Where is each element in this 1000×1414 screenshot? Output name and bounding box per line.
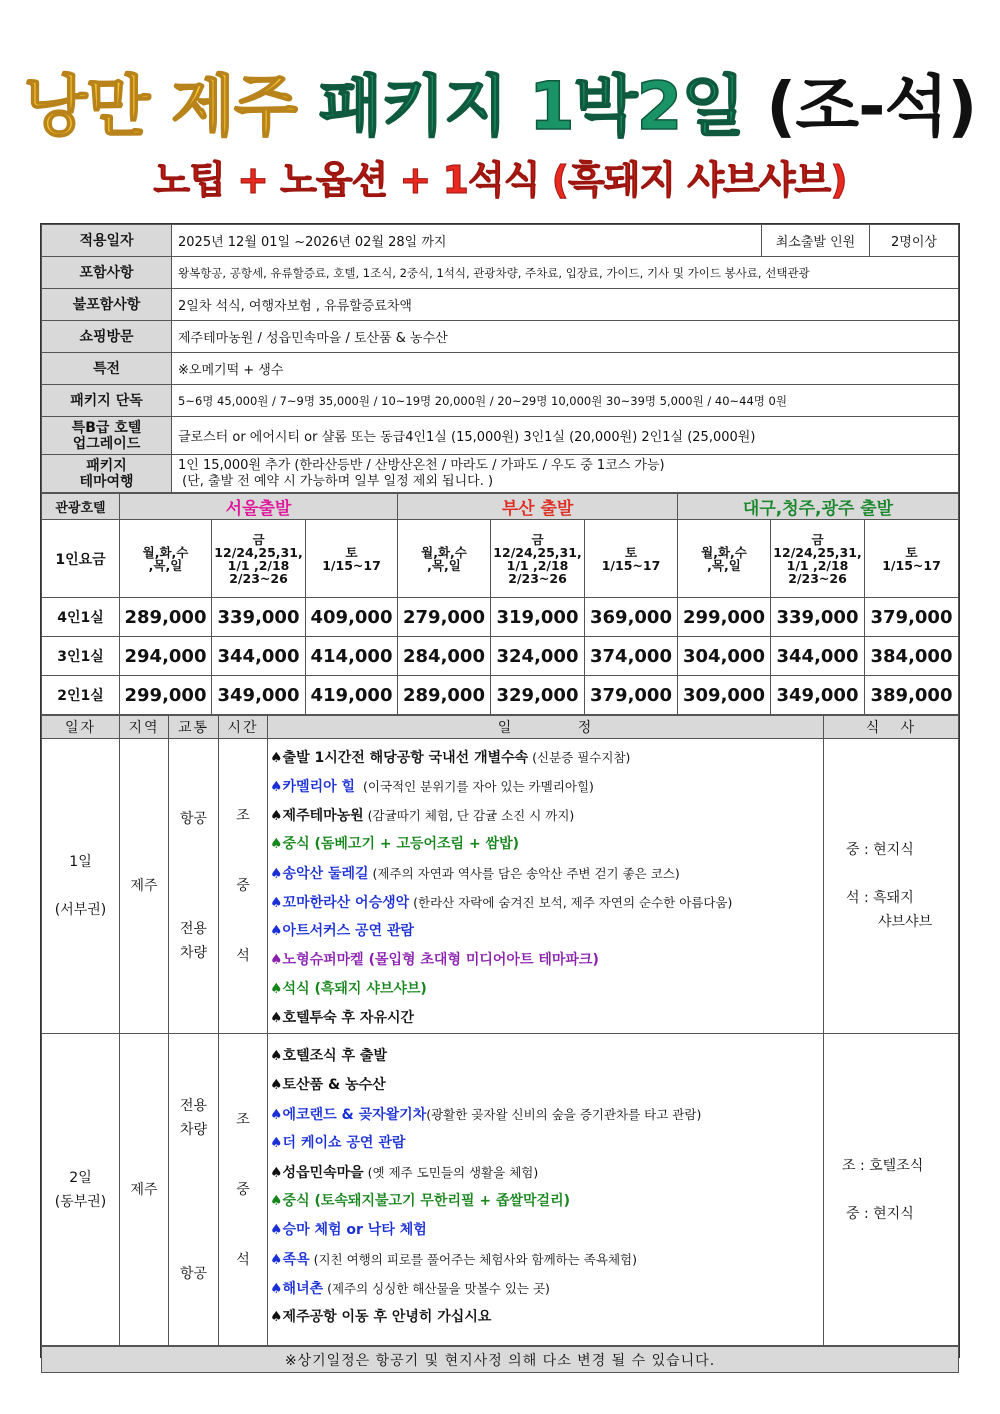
region-seoul: 서울출발: [120, 494, 398, 520]
price-row: [42, 676, 959, 715]
price-cell: 294,000: [120, 637, 212, 676]
include-value: 왕복항공, 공항세, 유류할증료, 호텔, 1조식, 2중식, 1석식, 관광차량, 주차료, 입장료, 가이드, 기사 및 가이드 봉사료, 선택관광: [172, 257, 959, 289]
info-row-include: [42, 257, 959, 289]
shopping-label: 쇼핑방문: [42, 321, 172, 353]
theme-value-line-2: (단, 출발 전 예약 시 가능하며 일부 일정 제외 됩니다. ): [178, 473, 494, 489]
price-cell: 324,000: [491, 637, 585, 676]
price-cell: 319,000: [491, 598, 585, 637]
info-row-bonus: [42, 353, 959, 385]
itinerary-item: ♠중식 (토속돼지불고기 무한리필 + 좁쌀막걸리): [270, 1193, 571, 1209]
itinerary-item: ♠제주공항 이동 후 안녕히 가십시요: [270, 1309, 492, 1325]
price-cell: 329,000: [491, 676, 585, 715]
price-table: [41, 493, 959, 715]
price-cell: 344,000: [771, 637, 865, 676]
price-cell: 409,000: [306, 598, 398, 637]
price-cell: 419,000: [306, 676, 398, 715]
itinerary-item: ♠더 케이쇼 공연 관람: [270, 1135, 406, 1151]
include-label: 포함사항: [42, 257, 172, 289]
meal-lunch: 중 : 현지식: [846, 1205, 914, 1222]
itinerary-item: ♠호텔조식 후 출발: [270, 1048, 387, 1064]
itinerary-item: ♠해녀촌 (제주의 싱싱한 해산물을 맛볼수 있는 곳): [270, 1281, 550, 1297]
room-type-label: 3인1실: [42, 637, 120, 676]
period-label: 적용일자: [42, 225, 172, 257]
info-row-upgrade: [42, 417, 959, 455]
package-sheet: [40, 223, 960, 1369]
meal-dinner-detail: 샤브샤브: [878, 914, 933, 930]
itinerary-item: ♠족욕 (지친 여행의 피로를 풀어주는 체험사와 함께하는 족욕체험): [270, 1252, 637, 1268]
header-transport: 교통: [169, 716, 219, 739]
itinerary-item: ♠토산품 & 농수산: [270, 1077, 386, 1093]
time-dinner: 석: [236, 948, 250, 964]
region-cell: 제주: [120, 1034, 169, 1346]
day-row-1: [42, 739, 959, 1034]
region-cell: 제주: [120, 739, 169, 1034]
price-cell: 299,000: [678, 598, 771, 637]
header-meal: 식 사: [824, 716, 959, 739]
hotel-label: 관광호텔: [42, 494, 120, 520]
page-title: [0, 62, 1000, 152]
itinerary-item: ♠카멜리아 힐 (이국적인 분위기를 자아 있는 카멜리아힐): [270, 779, 594, 795]
transport-car-2: 차량: [179, 1121, 208, 1138]
col-weekday: 월,화,수 ,목,일: [120, 520, 212, 598]
meal-cell: [824, 1034, 959, 1346]
itinerary-item: ♠출발 1시간전 해당공항 국내선 개별수속 (신분증 필수지참): [270, 750, 631, 766]
price-cell: 309,000: [678, 676, 771, 715]
itinerary-item: ♠중식 (돔베고기 + 고등어조림 + 쌈밥): [270, 836, 519, 852]
itinerary-item: ♠노형슈퍼마켙 (몰입형 초대형 미디어아트 테마파크): [270, 952, 599, 968]
price-cell: 369,000: [585, 598, 678, 637]
price-cell: 304,000: [678, 637, 771, 676]
title-part-1: 낭만 제주: [23, 68, 297, 145]
col-saturday: 토 1/15~17: [865, 520, 959, 598]
min-label: 최소출발 인원: [762, 225, 870, 257]
price-cell: 284,000: [398, 637, 491, 676]
transport-air: 항공: [179, 1265, 208, 1282]
price-cell: 289,000: [120, 598, 212, 637]
transport-car-2: 차량: [179, 945, 208, 961]
transport-car-1: 전용: [179, 1097, 208, 1114]
itinerary-item: ♠승마 체험 or 낙타 체험: [270, 1222, 427, 1238]
upgrade-label-line-1: 특B급 호텔: [71, 419, 142, 436]
exclude-label: 불포함사항: [42, 289, 172, 321]
title-part-2: 패키지 1박2일: [318, 68, 745, 145]
area-note: (서부권): [54, 902, 107, 918]
col-friday: 금 12/24,25,31, 1/1 ,2/18 2/23~26: [771, 520, 865, 598]
room-type-label: 2인1실: [42, 676, 120, 715]
price-day-row: [42, 520, 959, 598]
price-row: [42, 598, 959, 637]
day-1-cell: [42, 739, 120, 1034]
time-cell: [219, 739, 268, 1034]
col-friday: 금 12/24,25,31, 1/1 ,2/18 2/23~26: [212, 520, 306, 598]
per-person-label: 1인요금: [42, 520, 120, 598]
itinerary-item: ♠에코랜드 & 곶자왈기차(광활한 곶자왈 신비의 숲을 증기관차를 타고 관람): [270, 1107, 702, 1123]
bonus-value: ※오메기떡 + 생수: [172, 353, 959, 385]
day-row-2: [42, 1034, 959, 1346]
theme-label-line-1: 패키지: [86, 457, 127, 474]
price-cell: 349,000: [212, 676, 306, 715]
price-cell: 339,000: [212, 598, 306, 637]
header-date: 일자: [42, 716, 120, 739]
theme-value: [172, 455, 959, 493]
itinerary-item: ♠제주테마농원 (감귤따기 체험, 단 감귤 소진 시 까지): [270, 808, 575, 824]
col-friday: 금 12/24,25,31, 1/1 ,2/18 2/23~26: [491, 520, 585, 598]
region-daegu: 대구,청주,광주 출발: [678, 494, 959, 520]
schedule-table: [41, 715, 959, 1346]
header-itinerary: 일 정: [268, 716, 824, 739]
time-dinner: 석: [236, 1251, 250, 1268]
meal-breakfast: 조 : 호텔조식: [842, 1157, 924, 1174]
exclude-value: 2일차 석식, 여행자보험 , 유류할증료차액: [172, 289, 959, 321]
time-lunch: 중: [236, 1181, 250, 1198]
price-cell: 379,000: [865, 598, 959, 637]
info-row-theme: [42, 455, 959, 493]
info-table: [41, 224, 959, 493]
bonus-label: 특전: [42, 353, 172, 385]
transport-cell: [169, 739, 219, 1034]
meal-dinner: 석 : 흑돼지: [846, 890, 914, 906]
schedule-header-row: [42, 716, 959, 739]
meal-cell: [824, 739, 959, 1034]
transport-car-1: 전용: [179, 921, 208, 937]
itinerary-cell: [268, 1034, 824, 1346]
col-weekday: 월,화,수 ,목,일: [678, 520, 771, 598]
time-breakfast: 조: [236, 1111, 250, 1128]
shopping-value: 제주테마농원 / 성읍민속마을 / 토산품 & 농수산: [172, 321, 959, 353]
header-region: 지역: [120, 716, 169, 739]
price-cell: 374,000: [585, 637, 678, 676]
min-value: 2명이상: [870, 225, 959, 257]
itinerary-item: ♠아트서커스 공연 관람: [270, 923, 415, 939]
info-row-exclude: [42, 289, 959, 321]
info-row-period: [42, 225, 959, 257]
room-type-label: 4인1실: [42, 598, 120, 637]
day-2-cell: [42, 1034, 120, 1346]
single-value: 5~6명 45,000원 / 7~9명 35,000원 / 10~19명 20,000원 / 20~29명 10,000원 30~39명 5,000원 / 40~44명 0원: [172, 385, 959, 417]
itinerary-cell: [268, 739, 824, 1034]
itinerary-item: ♠석식 (흑돼지 샤브샤브): [270, 981, 427, 997]
itinerary-item: ♠송악산 둘레길 (제주의 자연과 역사를 담은 송악산 주변 걷기 좋은 코스): [270, 866, 680, 882]
transport-cell: [169, 1034, 219, 1346]
time-lunch: 중: [236, 878, 250, 894]
day-label: 2일: [69, 1169, 92, 1186]
itinerary-item: ♠호텔투숙 후 자유시간: [270, 1010, 415, 1026]
price-cell: 349,000: [771, 676, 865, 715]
price-cell: 344,000: [212, 637, 306, 676]
price-row: [42, 637, 959, 676]
theme-label-line-2: 테마여행: [79, 473, 134, 490]
transport-air: 항공: [179, 811, 208, 827]
page-subtitle: 노팁 + 노옵션 + 1석식 (흑돼지 샤브샤브): [153, 158, 847, 202]
period-value: 2025년 12월 01일 ~2026년 02월 28일 까지: [172, 225, 762, 257]
upgrade-value: 글로스터 or 에어시티 or 샬롬 또는 동급4인1실 (15,000원) 3인1실 (20,000원) 2인1실 (25,000원): [172, 417, 959, 455]
info-row-single: [42, 385, 959, 417]
itinerary-item: ♠성읍민속마을 (옛 제주 도민들의 생활을 체험): [270, 1165, 539, 1181]
itinerary-item: ♠꼬마한라산 어승생악 (한라산 자락에 숨겨진 보석, 제주 자연의 순수한 아름다움): [270, 895, 733, 911]
region-busan: 부산 출발: [398, 494, 678, 520]
price-cell: 279,000: [398, 598, 491, 637]
header-time: 시간: [219, 716, 268, 739]
col-saturday: 토 1/15~17: [585, 520, 678, 598]
price-cell: 384,000: [865, 637, 959, 676]
theme-value-line-1: 1인 15,000원 추가 (한라산등반 / 산방산온천 / 마라도 / 가파도 / 우도 중 1코스 가능): [178, 457, 665, 473]
upgrade-label: [42, 417, 172, 455]
day-label: 1일: [69, 854, 92, 870]
footer-table: [41, 1346, 959, 1373]
price-cell: 379,000: [585, 676, 678, 715]
price-cell: 299,000: [120, 676, 212, 715]
price-cell: 414,000: [306, 637, 398, 676]
info-row-shopping: [42, 321, 959, 353]
price-cell: 339,000: [771, 598, 865, 637]
theme-label: [42, 455, 172, 493]
price-region-row: [42, 494, 959, 520]
upgrade-label-line-2: 업그레이드: [72, 435, 141, 452]
meal-lunch: 중 : 현지식: [846, 842, 914, 858]
time-cell: [219, 1034, 268, 1346]
col-saturday: 토 1/15~17: [306, 520, 398, 598]
area-note: (동부권): [54, 1193, 107, 1210]
price-cell: 389,000: [865, 676, 959, 715]
single-label: 패키지 단독: [42, 385, 172, 417]
col-weekday: 월,화,수 ,목,일: [398, 520, 491, 598]
time-breakfast: 조: [236, 808, 250, 824]
price-cell: 289,000: [398, 676, 491, 715]
title-part-3: (조-석): [766, 68, 977, 145]
footer-note: ※상기일정은 항공기 및 현지사정 의해 다소 변경 될 수 있습니다.: [42, 1347, 959, 1373]
